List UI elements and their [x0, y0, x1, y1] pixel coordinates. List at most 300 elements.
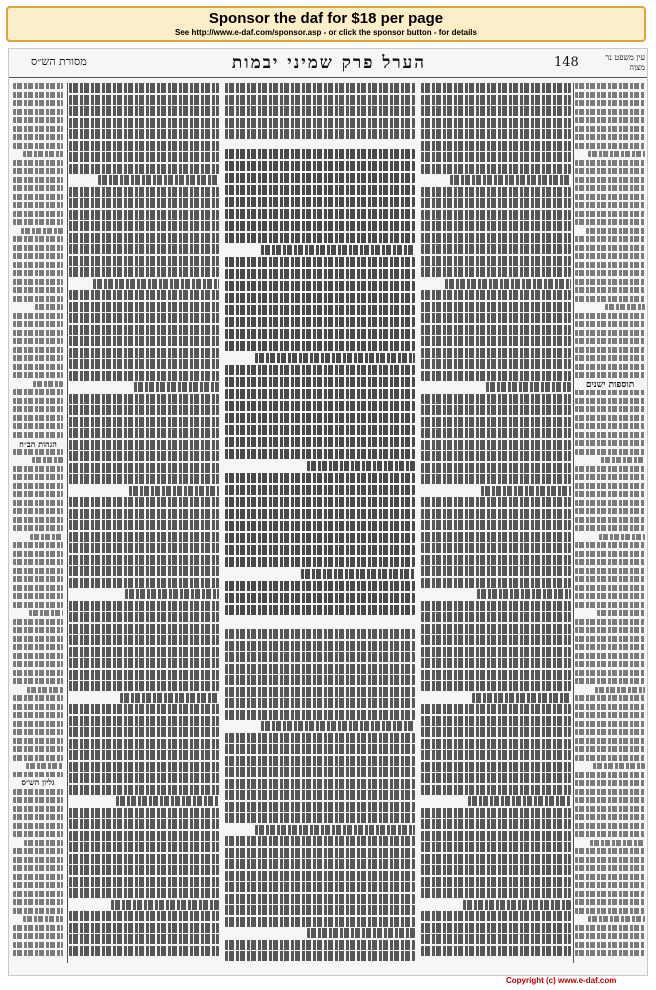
text-line — [575, 219, 645, 225]
text-line — [575, 100, 645, 106]
text-line — [13, 270, 63, 276]
text-line — [225, 209, 415, 219]
text-line — [575, 755, 645, 761]
text-line — [575, 160, 645, 166]
text-line — [69, 612, 219, 622]
text-line — [69, 601, 219, 611]
text-line — [575, 287, 645, 293]
text-line — [575, 772, 645, 778]
text-line — [69, 865, 219, 875]
text-line — [421, 106, 571, 116]
text-line — [13, 670, 63, 676]
text-line — [421, 854, 571, 864]
text-line — [225, 533, 415, 543]
text-line — [129, 486, 219, 496]
text-line — [575, 695, 645, 701]
text-line — [13, 831, 63, 837]
text-line — [225, 83, 415, 93]
text-line — [225, 629, 415, 639]
text-line — [225, 882, 415, 892]
text-line — [225, 129, 415, 139]
text-line — [421, 670, 571, 680]
text-line — [575, 134, 645, 140]
text-line — [69, 578, 219, 588]
header-masoret-hashas: מסורת הש״ס — [31, 55, 87, 68]
text-line — [421, 739, 571, 749]
text-line — [13, 678, 63, 684]
text-line — [13, 542, 63, 548]
text-line — [69, 946, 219, 956]
copyright-link[interactable]: Copyright (c) www.e-daf.com — [506, 976, 617, 985]
text-line — [575, 806, 645, 812]
text-line — [225, 790, 415, 800]
text-line — [69, 658, 219, 668]
text-line — [13, 126, 63, 132]
text-line — [421, 474, 571, 484]
text-line — [225, 664, 415, 674]
text-line — [13, 279, 63, 285]
text-line — [13, 661, 63, 667]
text-line — [575, 678, 645, 684]
text-line — [421, 750, 571, 760]
text-line — [225, 233, 415, 243]
text-line — [575, 330, 645, 336]
talmud-page — [8, 48, 648, 976]
text-line — [13, 882, 63, 888]
text-line — [69, 394, 219, 404]
text-line — [421, 348, 571, 358]
text-line — [575, 296, 645, 302]
text-line — [421, 532, 571, 542]
text-line — [13, 525, 63, 531]
text-line — [13, 177, 63, 183]
text-line — [13, 508, 63, 514]
text-line — [69, 854, 219, 864]
text-line — [421, 164, 571, 174]
text-line — [225, 744, 415, 754]
text-line — [421, 624, 571, 634]
text-line — [575, 338, 645, 344]
text-line — [575, 789, 645, 795]
text-line — [421, 658, 571, 668]
text-line — [575, 942, 645, 948]
text-line — [421, 601, 571, 611]
text-line — [69, 152, 219, 162]
text-line — [69, 727, 219, 737]
text-line — [575, 780, 645, 786]
text-line — [225, 951, 415, 961]
text-line — [69, 371, 219, 381]
text-line — [575, 712, 645, 718]
text-line — [13, 253, 63, 259]
text-line — [575, 406, 645, 412]
text-line — [69, 750, 219, 760]
text-line — [32, 457, 64, 463]
text-line — [69, 325, 219, 335]
text-line — [69, 509, 219, 519]
text-line — [225, 813, 415, 823]
text-line — [69, 129, 219, 139]
text-line — [225, 905, 415, 915]
text-line — [225, 317, 415, 327]
text-line — [421, 394, 571, 404]
text-line — [575, 721, 645, 727]
text-line — [225, 767, 415, 777]
text-line — [421, 681, 571, 691]
text-line — [225, 675, 415, 685]
text-line — [13, 644, 63, 650]
text-line — [601, 457, 645, 463]
text-line — [69, 555, 219, 565]
text-line — [421, 371, 571, 381]
text-line — [575, 831, 645, 837]
text-line — [225, 257, 415, 267]
text-line — [225, 173, 415, 183]
text-line — [13, 491, 63, 497]
text-line — [13, 117, 63, 123]
text-line — [69, 543, 219, 553]
text-line — [13, 738, 63, 744]
text-line — [421, 336, 571, 346]
text-line — [595, 687, 645, 693]
text-line — [421, 359, 571, 369]
text-line — [69, 267, 219, 277]
sponsor-subtitle[interactable]: See http://www.e-daf.com/sponsor.asp - or click the sponsor button - for details — [175, 28, 477, 37]
text-line — [575, 576, 645, 582]
text-line — [575, 313, 645, 319]
text-line — [575, 933, 645, 939]
text-line — [575, 925, 645, 931]
text-line — [225, 197, 415, 207]
text-line — [421, 405, 571, 415]
text-line — [421, 451, 571, 461]
text-line — [69, 359, 219, 369]
text-line — [421, 290, 571, 300]
text-line — [13, 143, 63, 149]
text-line — [575, 279, 645, 285]
text-line — [13, 602, 63, 608]
text-line — [69, 417, 219, 427]
text-line — [13, 874, 63, 880]
header-ein-mishpat: עין משפט נר מצוה — [605, 53, 645, 72]
text-line — [421, 497, 571, 507]
text-line — [575, 347, 645, 353]
text-line — [575, 874, 645, 880]
text-line — [13, 797, 63, 803]
text-line — [69, 474, 219, 484]
text-line — [421, 509, 571, 519]
text-line — [13, 423, 63, 429]
text-line — [225, 545, 415, 555]
text-line — [69, 210, 219, 220]
text-line — [225, 305, 415, 315]
text-line — [69, 405, 219, 415]
text-line — [13, 857, 63, 863]
text-line — [13, 746, 63, 752]
text-line — [575, 355, 645, 361]
text-line — [575, 738, 645, 744]
text-line — [225, 473, 415, 483]
text-line — [125, 589, 220, 599]
text-line — [225, 106, 415, 116]
text-line — [261, 721, 415, 731]
text-line — [225, 149, 415, 159]
text-line — [421, 543, 571, 553]
text-line — [13, 848, 63, 854]
text-line — [575, 270, 645, 276]
text-line — [575, 950, 645, 956]
text-line — [575, 508, 645, 514]
text-line — [225, 581, 415, 591]
divider-right — [573, 83, 574, 963]
text-line — [421, 555, 571, 565]
text-line — [225, 593, 415, 603]
text-line — [575, 185, 645, 191]
text-line — [421, 95, 571, 105]
text-line — [13, 287, 63, 293]
heading-tosafot-yeshanim: תוספות ישנים — [575, 379, 645, 390]
text-line — [225, 221, 415, 231]
text-line — [575, 449, 645, 455]
text-line — [421, 785, 571, 795]
text-line — [13, 712, 63, 718]
text-line — [225, 733, 415, 743]
text-line — [69, 762, 219, 772]
text-line — [599, 534, 645, 540]
text-line — [69, 808, 219, 818]
text-line — [13, 559, 63, 565]
text-line — [13, 372, 63, 378]
text-line — [69, 635, 219, 645]
text-line — [575, 491, 645, 497]
text-line — [69, 83, 219, 93]
text-line — [421, 819, 571, 829]
text-line — [69, 647, 219, 657]
text-line — [575, 177, 645, 183]
text-line — [69, 923, 219, 933]
text-line — [225, 95, 415, 105]
text-line — [13, 100, 63, 106]
text-line — [13, 721, 63, 727]
text-line — [421, 911, 571, 921]
text-line — [575, 636, 645, 642]
text-line — [472, 693, 571, 703]
text-line — [13, 389, 63, 395]
text-line — [421, 141, 571, 151]
text-line — [421, 716, 571, 726]
text-line — [225, 836, 415, 846]
text-line — [307, 928, 415, 938]
text-line — [575, 372, 645, 378]
text-line — [421, 256, 571, 266]
text-line — [421, 221, 571, 231]
text-line — [69, 313, 219, 323]
text-line — [225, 848, 415, 858]
text-line — [225, 425, 415, 435]
text-line — [421, 934, 571, 944]
text-line — [69, 198, 219, 208]
text-line — [421, 831, 571, 841]
text-line — [586, 228, 645, 234]
header-chapter-title: הערל פרק שמיני יבמות — [231, 53, 427, 73]
text-line — [69, 681, 219, 691]
text-line — [13, 185, 63, 191]
text-line — [575, 585, 645, 591]
text-line — [13, 406, 63, 412]
text-line — [225, 413, 415, 423]
text-line — [421, 440, 571, 450]
text-line — [13, 814, 63, 820]
text-line — [134, 382, 220, 392]
text-line — [225, 269, 415, 279]
text-line — [27, 687, 63, 693]
text-line — [421, 647, 571, 657]
text-line — [69, 233, 219, 243]
text-line — [575, 517, 645, 523]
text-line — [481, 486, 571, 496]
text-line — [463, 900, 571, 910]
text-line — [225, 161, 415, 171]
text-line — [225, 341, 415, 351]
text-line — [575, 814, 645, 820]
text-line — [225, 710, 415, 720]
text-line — [575, 593, 645, 599]
text-line — [575, 653, 645, 659]
text-line — [593, 763, 646, 769]
text-line — [575, 661, 645, 667]
text-line — [575, 126, 645, 132]
text-line — [13, 695, 63, 701]
text-line — [69, 440, 219, 450]
text-line — [421, 198, 571, 208]
text-line — [421, 417, 571, 427]
heading-gilyon-hashas: גליון הש״ס — [11, 777, 65, 787]
text-line — [13, 347, 63, 353]
text-line — [225, 940, 415, 950]
text-line — [445, 279, 571, 289]
text-line — [421, 129, 571, 139]
text-line — [13, 338, 63, 344]
text-line — [575, 194, 645, 200]
text-line — [13, 500, 63, 506]
text-line — [575, 117, 645, 123]
rashi-column — [421, 83, 571, 963]
sponsor-title[interactable]: Sponsor the daf for $18 per page — [208, 10, 444, 27]
text-line — [597, 610, 645, 616]
text-line — [421, 877, 571, 887]
text-line — [575, 109, 645, 115]
text-line — [575, 891, 645, 897]
text-line — [13, 933, 63, 939]
text-line — [255, 353, 415, 363]
text-line — [575, 262, 645, 268]
text-line — [575, 627, 645, 633]
text-line — [575, 92, 645, 98]
text-line — [13, 160, 63, 166]
text-line — [69, 773, 219, 783]
text-line — [225, 389, 415, 399]
text-line — [477, 589, 572, 599]
text-line — [575, 423, 645, 429]
text-line — [13, 432, 63, 438]
text-line — [13, 474, 63, 480]
text-line — [225, 894, 415, 904]
text-line — [225, 698, 415, 708]
text-line — [69, 95, 219, 105]
text-line — [575, 321, 645, 327]
text-line — [421, 946, 571, 956]
text-line — [225, 401, 415, 411]
text-line — [13, 627, 63, 633]
text-line — [26, 763, 64, 769]
text-line — [69, 428, 219, 438]
text-line — [69, 302, 219, 312]
text-line — [225, 185, 415, 195]
text-line — [13, 789, 63, 795]
text-line — [575, 729, 645, 735]
text-line — [261, 245, 415, 255]
text-line — [588, 151, 645, 157]
text-line — [69, 497, 219, 507]
text-line — [69, 463, 219, 473]
text-line — [255, 825, 415, 835]
text-line — [421, 187, 571, 197]
text-line — [468, 796, 572, 806]
text-line — [575, 865, 645, 871]
text-line — [13, 806, 63, 812]
text-line — [421, 520, 571, 530]
text-line — [575, 670, 645, 676]
text-line — [111, 900, 219, 910]
text-line — [575, 143, 645, 149]
text-line — [69, 187, 219, 197]
text-line — [69, 704, 219, 714]
text-line — [575, 398, 645, 404]
text-line — [575, 83, 645, 89]
text-line — [421, 773, 571, 783]
text-line — [575, 440, 645, 446]
text-line — [13, 134, 63, 140]
text-line — [13, 245, 63, 251]
text-line — [225, 802, 415, 812]
text-line — [225, 497, 415, 507]
header-page-number: 148 — [554, 55, 579, 70]
text-line — [421, 888, 571, 898]
text-line — [575, 500, 645, 506]
text-line — [69, 842, 219, 852]
right-margin-notes — [575, 83, 645, 963]
text-line — [13, 321, 63, 327]
text-line — [450, 175, 572, 185]
text-line — [225, 917, 415, 927]
text-line — [575, 483, 645, 489]
text-line — [421, 313, 571, 323]
text-line — [69, 785, 219, 795]
text-line — [421, 566, 571, 576]
text-line — [225, 293, 415, 303]
header-rule — [9, 77, 648, 78]
text-line — [13, 899, 63, 905]
text-line — [69, 739, 219, 749]
text-line — [98, 175, 220, 185]
commentary-top-strip — [225, 83, 415, 145]
text-line — [575, 245, 645, 251]
sponsor-banner[interactable] — [6, 6, 646, 42]
text-line — [13, 92, 63, 98]
text-line — [13, 398, 63, 404]
text-line — [225, 118, 415, 128]
text-line — [69, 819, 219, 829]
